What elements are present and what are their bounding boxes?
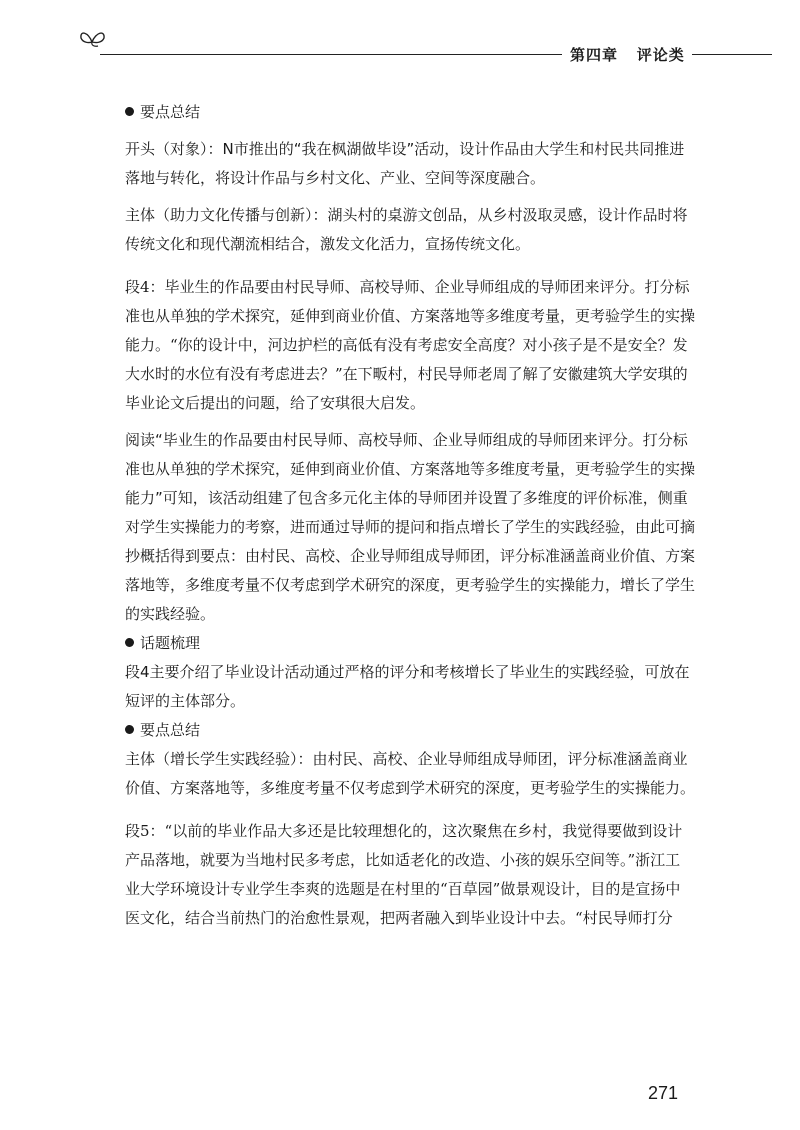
bullet-icon <box>125 725 134 734</box>
section-heading: 要点总结 <box>125 98 695 127</box>
chapter-number: 第四章 <box>570 46 619 64</box>
quoted-paragraph-4: 段4：毕业生的作品要由村民导师、高校导师、企业导师组成的导师团来评分。打分标准也从单独的学术探究，延伸到商业价值、方案落地等多维度考量，更考验学生的实操能力。“你的设计中，河边护栏的高低有没有考虑安全高度？对小孩子是不是安全？发大水时的水位有没有考虑进去？”在下畈村，村民导师老周了解了安徽建筑大学安琪的毕业论文后提出的问题，给了安琪很大启发。 <box>125 278 696 412</box>
paragraph-body-point: 主体（助力文化传播与创新）：湖头村的桌游文创品，从乡村汲取灵感，设计作品时将传统文化和现代潮流相结合，激发文化活力，宣扬传统文化。 <box>125 206 688 253</box>
page-body <box>125 98 695 933</box>
header-rule-right <box>692 54 772 55</box>
quoted-paragraph-5: 段5：“以前的毕业作品大多还是比较理想化的，这次聚焦在乡村，我觉得要做到设计产品落地，就要为当地村民多考虑，比如适老化的改造、小孩的娱乐空间等。”浙江工业大学环境设计专业学生李爽的选题是在村里的“百草园”做景观设计，目的是宣扬中医文化，结合当前热门的治愈性景观，把两者融入到毕业设计中去。“村民导师打分 <box>125 822 683 927</box>
leaf-ornament-icon <box>78 26 108 48</box>
analysis-paragraph: 阅读“毕业生的作品要由村民导师、高校导师、企业导师组成的导师团来评分。打分标准也从单独的学术探究，延伸到商业价值、方案落地等多维度考量，更考验学生的实操能力”可知，该活动组建了包含多元化主体的导师团并设置了多维度的评价标准，侧重对学生实操能力的考察，进而通过导师的提问和指点增长了学生的实践经验，由此可摘抄概括得到要点：由村民、高校、企业导师组成导师团，评分标准涵盖商业价值、方案落地等，多维度考量不仅考虑到学术研究的深度，更考验学生的实操能力，增长了学生的实践经验。 <box>125 431 696 623</box>
bullet-icon <box>125 638 134 647</box>
section-heading: 话题梳理 <box>125 629 695 658</box>
paragraph-opening: 开头（对象）：N市推出的“我在枫湖做毕设”活动，设计作品由大学生和村民共同推进落地与转化，将设计作品与乡村文化、产业、空间等深度融合。 <box>125 140 685 187</box>
chapter-section: 评论类 <box>636 46 685 64</box>
running-header <box>0 0 800 80</box>
page-number: 271 <box>648 1083 679 1103</box>
header-rule-left <box>100 54 562 55</box>
section-heading: 要点总结 <box>125 716 695 745</box>
bullet-icon <box>125 107 134 116</box>
chapter-title <box>570 44 685 65</box>
summary-paragraph: 主体（增长学生实践经验）：由村民、高校、企业导师组成导师团，评分标准涵盖商业价值、方案落地等，多维度考量不仅考虑到学术研究的深度，更考验学生的实操能力。 <box>125 750 696 797</box>
topic-paragraph: 段4主要介绍了毕业设计活动通过严格的评分和考核增长了毕业生的实践经验，可放在短评的主体部分。 <box>125 663 690 710</box>
